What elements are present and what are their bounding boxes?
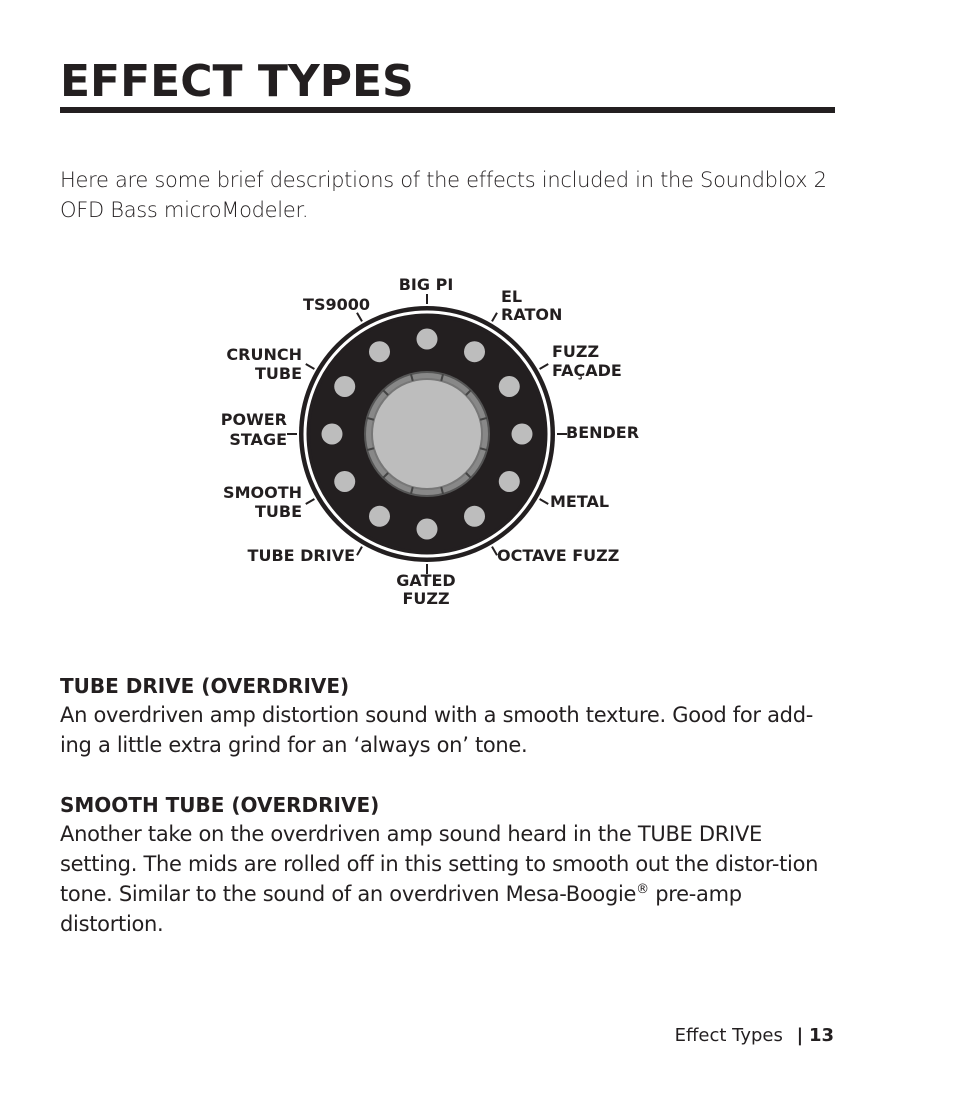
dial-position-dot [322, 424, 343, 445]
label-gated-fuzz-line1: GATED [396, 571, 456, 590]
dial-position-dot [499, 471, 520, 492]
label-smooth-tube-line2: TUBE [254, 502, 302, 521]
label-el-raton-line2: RATON [501, 305, 563, 324]
page-title: EFFECT TYPES [60, 56, 414, 107]
dial-tick-mark [306, 499, 315, 504]
label-metal: METAL [550, 492, 610, 511]
dial-tick-mark [357, 313, 362, 322]
page-footer [675, 1024, 834, 1048]
label-crunch-tube-line1: CRUNCH [226, 345, 302, 364]
section-tube-drive [60, 672, 840, 760]
body-text: Another take on the overdriven amp sound heard in the TUBE DRIVE setting. The mids are rolled off in this setting to smooth out the distor-tion tone. Similar to the sound of an overdriven Mesa-Boogie [60, 822, 819, 906]
label-bender: BENDER [566, 423, 640, 442]
dial-position-dot [499, 376, 520, 397]
dial-tick-mark [540, 364, 549, 369]
label-fuzz-facade-line1: FUZZ [552, 342, 600, 361]
section-body: An overdriven amp distortion sound with a smooth texture. Good for add-ing a little extra grind for an ‘always on’ tone. [60, 703, 814, 757]
section-heading: TUBE DRIVE (OVERDRIVE) [60, 674, 350, 698]
label-crunch-tube-line2: TUBE [254, 364, 302, 383]
registered-mark: ® [636, 882, 649, 897]
dial-position-dot [334, 376, 355, 397]
dial-position-dot [369, 506, 390, 527]
label-power-stage-line2: STAGE [229, 430, 287, 449]
knob-cap [372, 379, 482, 489]
label-ts9000: TS9000 [303, 295, 370, 314]
rotary-dial [287, 294, 567, 574]
section-heading: SMOOTH TUBE (OVERDRIVE) [60, 793, 380, 817]
dial-tick-mark [540, 499, 549, 504]
footer-separator: | [796, 1025, 804, 1046]
dial-position-dot [417, 519, 438, 540]
page-number: 13 [808, 1025, 834, 1046]
section-smooth-tube [60, 791, 840, 939]
label-el-raton-line1: EL [501, 287, 523, 306]
label-smooth-tube-line1: SMOOTH [223, 483, 302, 502]
label-power-stage-line1: POWER [220, 410, 287, 429]
dial-position-dot [464, 341, 485, 362]
section-body [60, 819, 840, 939]
footer-section-name: Effect Types [674, 1025, 783, 1046]
effect-selector-diagram [200, 262, 680, 622]
dial-position-dot [464, 506, 485, 527]
dial-tick-mark [492, 313, 497, 322]
label-fuzz-facade-line2: FAÇADE [552, 361, 622, 380]
dial-tick-mark [357, 547, 362, 556]
label-octave-fuzz: OCTAVE FUZZ [497, 546, 620, 565]
label-gated-fuzz-line2: FUZZ [402, 589, 450, 608]
intro-paragraph: Here are some brief descriptions of the effects included in the Soundblox 2 OFD Bass microModeler. [60, 168, 827, 222]
rotary-dial-svg [200, 262, 680, 622]
dial-position-dot [334, 471, 355, 492]
dial-tick-mark [306, 364, 315, 369]
dial-position-dot [512, 424, 533, 445]
dial-position-dot [417, 329, 438, 350]
label-tube-drive: TUBE DRIVE [247, 546, 355, 565]
dial-position-dot [369, 341, 390, 362]
body-text-end: pre-amp distortion. [60, 882, 742, 936]
title-rule [60, 107, 835, 113]
label-big-pi: BIG PI [398, 275, 454, 294]
